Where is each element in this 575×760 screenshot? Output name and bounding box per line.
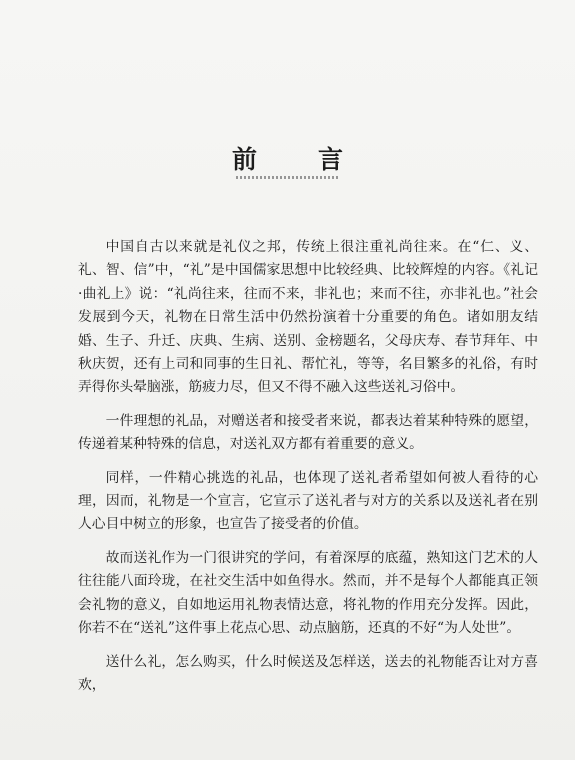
paragraph: 送什么礼，怎么购买，什么时候送及怎样送，送去的礼物能否让对方喜欢， — [78, 653, 538, 693]
paragraph: 同样，一件精心挑选的礼品，也体现了送礼者希望如何被人看待的心理，因而，礼物是一个宣言，它宣示了送礼者与对方的关系以及送礼者在别人心目中树立的形象，也宣告了接受者的价值。 — [78, 469, 538, 533]
body-text — [78, 236, 538, 697]
page-title: 前 言 — [231, 145, 361, 174]
paragraph: 中国自古以来就是礼仪之邦，传统上很注重礼尚往来。在“仁、义、礼、智、信”中，“礼”是中国儒家思想中比较经典、比较辉煌的内容。《礼记·曲礼上》说：“礼尚往来，往而不来，非礼也；来而不往，亦非礼也。”社会发展到今天，礼物在日常生活中仍然扮演着十分重要的角色。诸如朋友结婚、生子、升迁、庆典、生病、送别、金榜题名，父母庆寿、春节拜年、中秋庆贺，还有上司和同事的生日礼、帮忙礼，等等，名目繁多的礼俗，有时弄得你头晕脑涨，筋疲力尽，但又不得不融入这些送礼习俗中。 — [78, 239, 538, 396]
title-ornament — [236, 176, 340, 179]
paragraph: 一件理想的礼品，对赠送者和接受者来说，都表达着某种特殊的愿望，传递着某种特殊的信息，对送礼双方都有着重要的意义。 — [78, 412, 538, 453]
paragraph: 故而送礼作为一门很讲究的学问，有着深厚的底蕴，熟知这门艺术的人往往能八面玲珑，在社交生活中如鱼得水。然而，并不是每个人都能真正领会礼物的意义，自如地运用礼物表情达意，将礼物的作用充分发挥。因此，你若不在“送礼”这件事上花点心思、动点脑筋，还真的不好“为人处世”。 — [78, 549, 538, 637]
